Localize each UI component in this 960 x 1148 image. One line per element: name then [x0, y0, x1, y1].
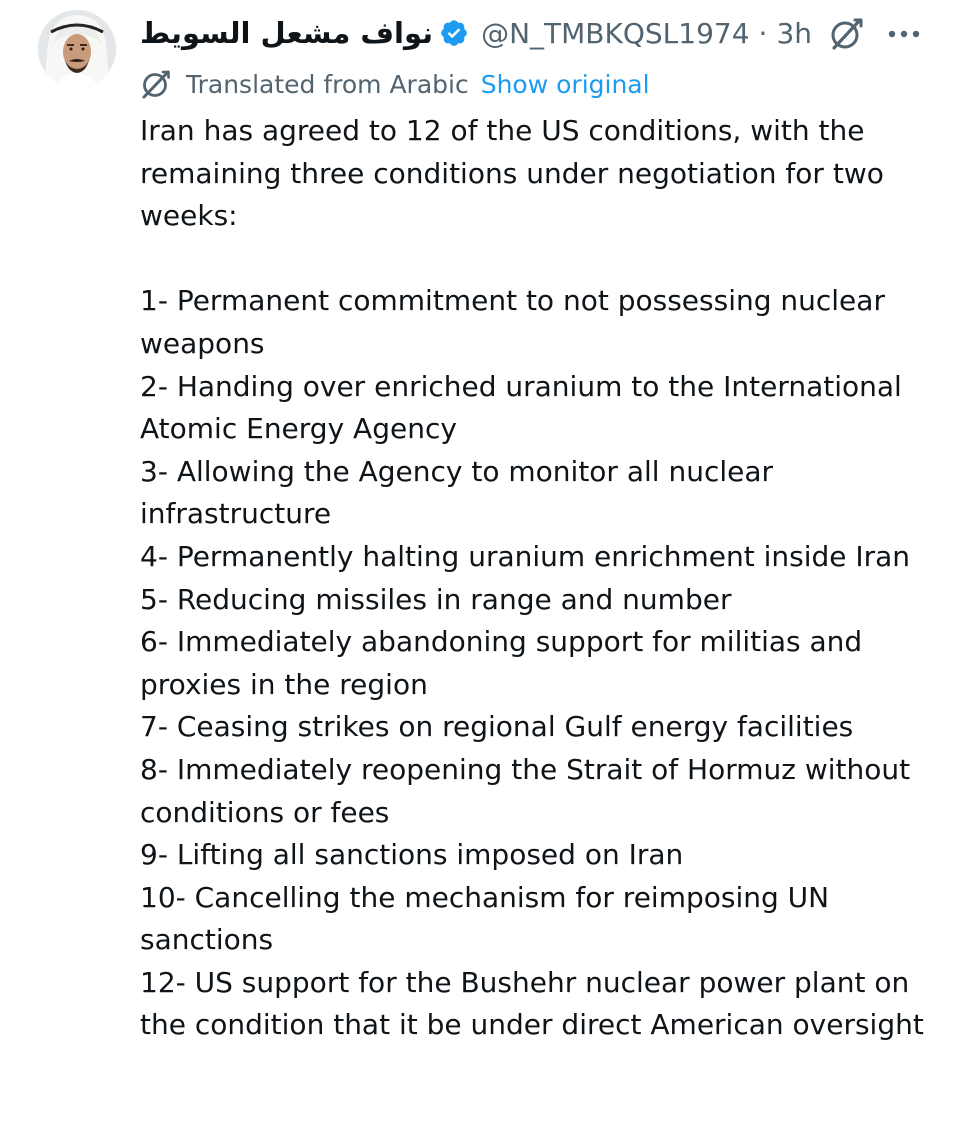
condition-item: 5- Reducing missiles in range and number	[140, 582, 732, 616]
more-options-icon[interactable]	[886, 26, 922, 42]
condition-item: 3- Allowing the Agency to monitor all nuclear infrastructure	[140, 454, 774, 531]
translate-icon	[140, 68, 172, 100]
condition-item: 6- Immediately abandoning support for militias and proxies in the region	[140, 625, 863, 701]
timestamp[interactable]: 3h	[776, 16, 812, 50]
translated-from-label: Translated from Arabic	[186, 69, 469, 99]
author-display-name[interactable]: نواف مشعل السويط	[140, 16, 434, 50]
avatar[interactable]	[38, 10, 116, 88]
tweet-intro: Iran has agreed to 12 of the US conditions, with the remaining three conditions under negotiation for two weeks:	[140, 114, 884, 233]
show-original-link[interactable]: Show original	[480, 69, 650, 99]
translation-notice	[140, 64, 650, 104]
grok-icon[interactable]	[828, 16, 864, 52]
author-handle[interactable]: @N_TMBKQSL1974	[481, 16, 750, 50]
condition-item: 2- Handing over enriched uranium to the International Atomic Energy Agency	[140, 369, 902, 446]
condition-item: 7- Ceasing strikes on regional Gulf energy facilities	[140, 710, 854, 744]
condition-item: 9- Lifting all sanctions imposed on Iran	[140, 838, 684, 872]
tweet-text	[140, 110, 930, 1047]
condition-item: 1- Permanent commitment to not possessing nuclear weapons	[140, 284, 885, 360]
verified-badge-icon	[439, 18, 469, 48]
tweet-header	[140, 10, 812, 56]
condition-item: 8- Immediately reopening the Strait of Hormuz without conditions or fees	[140, 752, 911, 829]
condition-item: 12- US support for the Bushehr nuclear power plant on the condition that it be under direct American oversight	[140, 965, 924, 1042]
condition-item: 10- Cancelling the mechanism for reimposing UN sanctions	[140, 880, 830, 957]
separator-dot: ·	[758, 16, 768, 50]
condition-item: 4- Permanently halting uranium enrichment inside Iran	[140, 539, 911, 573]
